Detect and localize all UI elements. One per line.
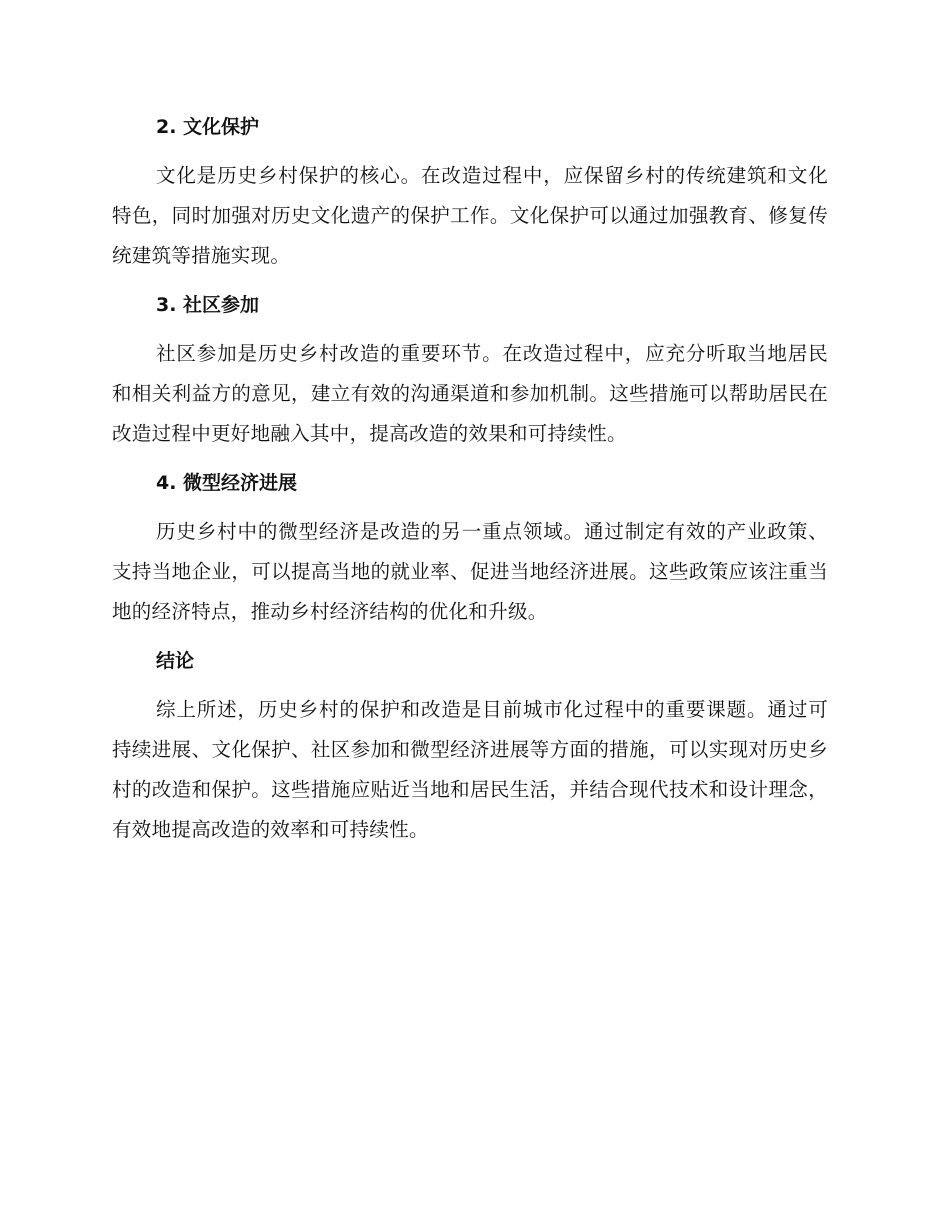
section-micro-economy (112, 466, 828, 632)
section-paragraph: 综上所述，历史乡村的保护和改造是目前城市化过程中的重要课题。通过可持续进展、文化保护、社区参加和微型经济进展等方面的措施，可以实现对历史乡村的改造和保护。这些措施应贴近当地和居民生活，并结合现代技术和设计理念，有效地提高改造的效率和可持续性。 (112, 698, 828, 841)
document-body (112, 110, 828, 862)
section-community-participation (112, 288, 828, 454)
section-paragraph: 社区参加是历史乡村改造的重要环节。在改造过程中，应充分听取当地居民和相关利益方的意见，建立有效的沟通渠道和参加机制。这些措施可以帮助居民在改造过程中更好地融入其中，提高改造的效果和可持续性。 (112, 342, 828, 445)
section-paragraph: 文化是历史乡村保护的核心。在改造过程中，应保留乡村的传统建筑和文化特色，同时加强对历史文化遗产的保护工作。文化保护可以通过加强教育、修复传统建筑等措施实现。 (112, 164, 828, 267)
section-conclusion (112, 644, 828, 850)
section-paragraph: 历史乡村中的微型经济是改造的另一重点领域。通过制定有效的产业政策、支持当地企业，可以提高当地的就业率、促进当地经济进展。这些政策应该注重当地的经济特点，推动乡村经济结构的优化和升级。 (112, 520, 828, 623)
section-heading: 2. 文化保护 (156, 116, 260, 138)
section-heading: 4. 微型经济进展 (156, 472, 298, 494)
section-heading: 结论 (156, 650, 195, 672)
section-culture-protection (112, 110, 828, 276)
section-heading: 3. 社区参加 (156, 294, 260, 316)
